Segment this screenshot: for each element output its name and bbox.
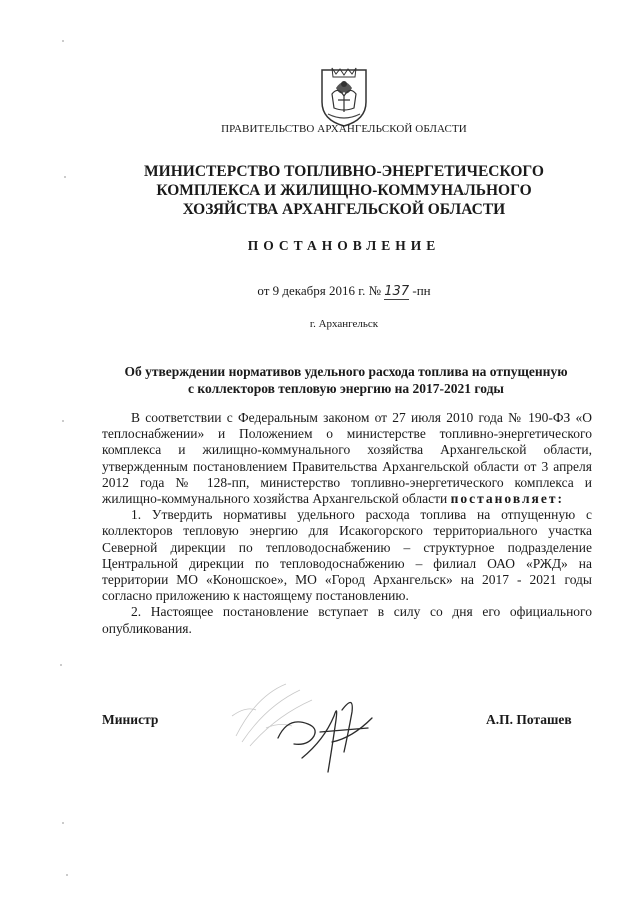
scan-speck xyxy=(62,40,64,42)
ministry-line: КОМПЛЕКСА И ЖИЛИЩНО-КОММУНАЛЬНОГО xyxy=(156,182,532,199)
document-date: от 9 декабря 2016 г. № xyxy=(257,283,382,298)
document-city: г. Архангельск xyxy=(309,318,379,330)
document-body xyxy=(102,410,592,637)
subject-line: Об утверждении нормативов удельного расхода топлива на отпущенную xyxy=(124,364,568,379)
ministry-line: МИНИСТЕРСТВО ТОПЛИВНО-ЭНЕРГЕТИЧЕСКОГО xyxy=(144,163,544,180)
document-date-line xyxy=(0,283,640,300)
preamble-text: В соответствии с Федеральным законом от 27 июля 2010 года № 190-ФЗ «О теплоснабжении» и Положением о министерстве топливно-энергетического комплекса и жилищно-коммунального хозяйства Архангельской области, утвержденным постановлением Правительства Архангельской области от 3 апреля 2012 года № 128-пп, министерство топливно-энергетического комплекса и жилищно-коммунального хозяйства Архангельской области xyxy=(102,410,592,507)
ministry-line: ХОЗЯЙСТВА АРХАНГЕЛЬСКОЙ ОБЛАСТИ xyxy=(182,201,506,218)
document-number: 137 xyxy=(384,284,410,299)
scan-speck xyxy=(62,420,64,422)
scan-speck xyxy=(60,664,62,666)
document-number-suffix: -пн xyxy=(412,283,431,298)
scan-speck xyxy=(64,176,66,178)
resolves-keyword: постановляет: xyxy=(450,491,564,507)
item-2-paragraph: 2. Настоящее постановление вступает в силу со дня его официального опубликования. xyxy=(102,604,592,636)
preamble-paragraph xyxy=(102,410,592,507)
ministry-name xyxy=(0,162,640,219)
document-type: ПОСТАНОВЛЕНИЕ xyxy=(247,238,441,253)
item-1-paragraph: 1. Утвердить нормативы удельного расхода топлива на отпущенную с коллекторов тепловую энергию для Исакогорского территориального участка Северной дирекции по тепловодоснабжению – структурное подразделение Центральной дирекции по тепловодоснабжению – филиал ОАО «РЖД» на территории МО «Коношское», МО «Город Архангельск» на 2017 - 2021 годы согласно приложению к настоящему постановлению. xyxy=(102,507,592,604)
document-subject xyxy=(102,363,590,397)
subject-line: с коллекторов тепловую энергию на 2017-2021 годы xyxy=(188,381,504,396)
government-name: ПРАВИТЕЛЬСТВО АРХАНГЕЛЬСКОЙ ОБЛАСТИ xyxy=(221,123,467,135)
handwritten-signature-icon xyxy=(272,688,390,776)
scan-speck xyxy=(66,874,68,876)
arkhangelsk-coat-of-arms-icon xyxy=(318,66,370,128)
signatory-title: Министр xyxy=(102,712,159,727)
signatory-name: А.П. Поташев xyxy=(486,712,572,727)
scan-speck xyxy=(62,822,64,824)
